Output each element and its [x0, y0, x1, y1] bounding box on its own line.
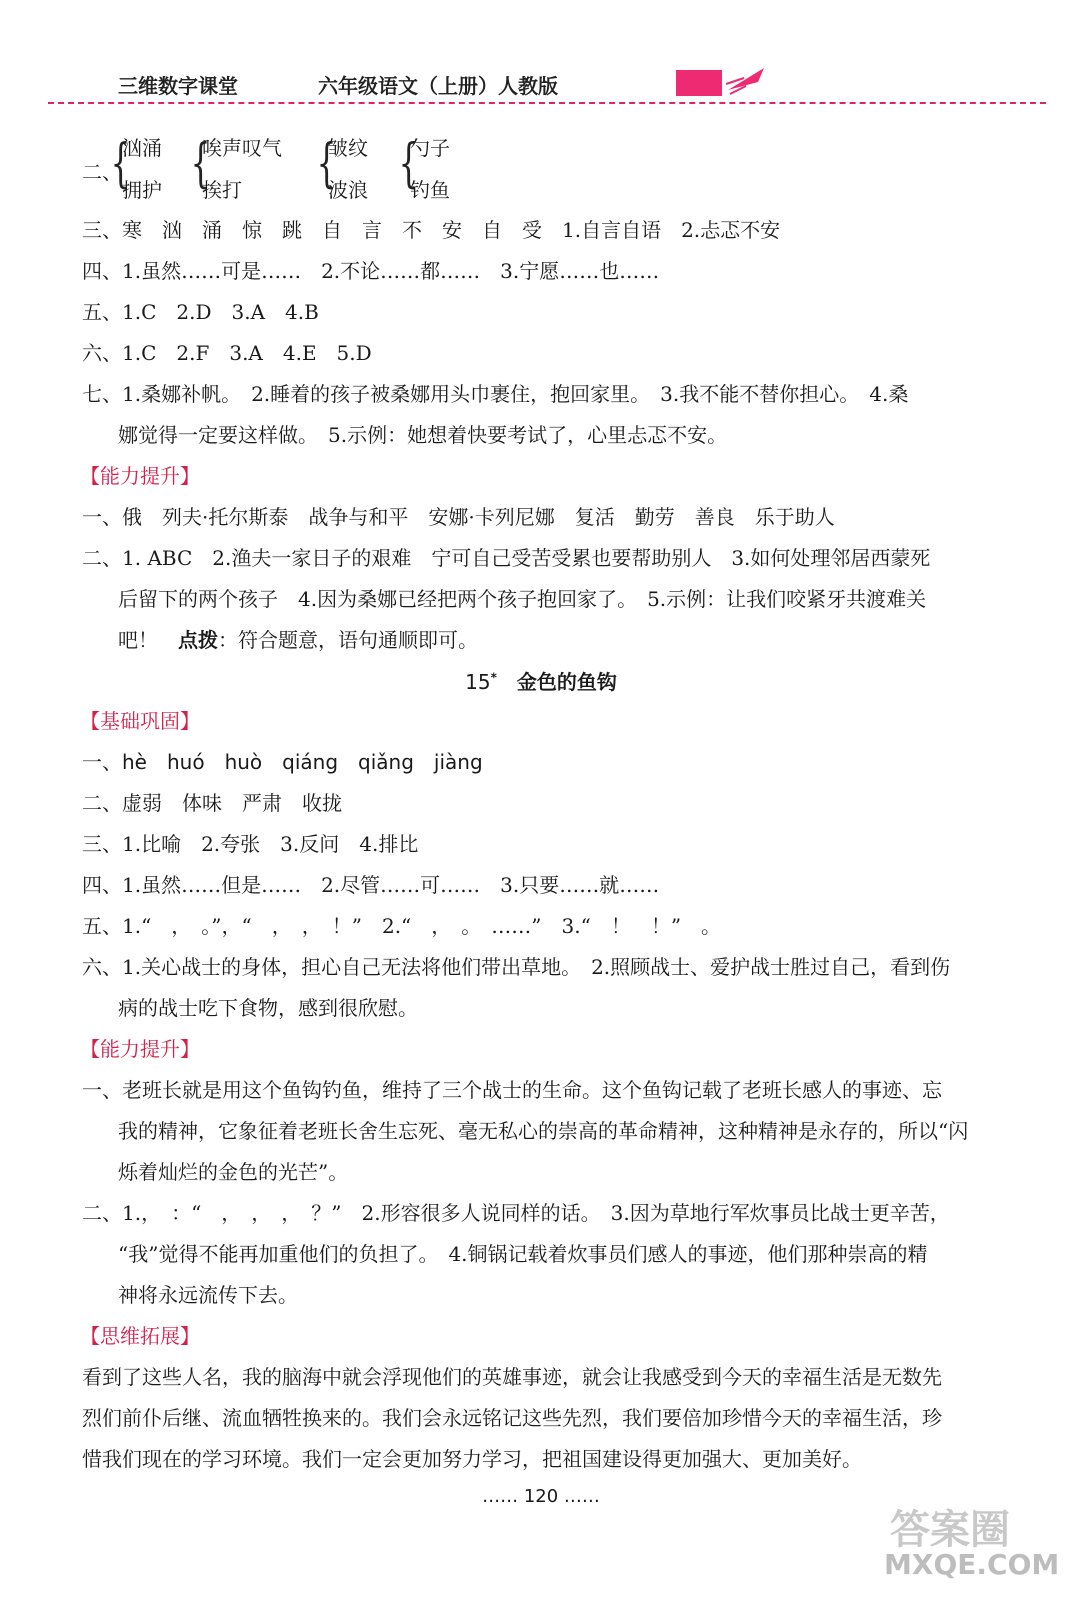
q2-word: 皱纹 [328, 136, 368, 160]
answer-line: 四、1.虽然……可是…… 2.不论……都…… 3.宁愿……也…… [82, 259, 660, 283]
q2-word: 勺子 [410, 136, 450, 160]
lesson-number: 15 [465, 670, 491, 694]
answer-line: 一、hè huó huò qiáng qiǎng jiàng [82, 750, 483, 774]
lesson-title [0, 666, 1082, 695]
brace: { [190, 134, 211, 194]
answer-line: 二、1.， ：“ ， ， ， ？” 2.形容很多人说同样的话。 3.因为草地行军炊事员比战士更辛苦， [82, 1201, 950, 1225]
answer-line: 二、虚弱 体味 严肃 收拢 [82, 791, 342, 815]
answer-line: 五、1.“ ， 。”，“ ， ， ！” 2.“ ， 。 ……” 3.“ ！ ！” 。 [82, 914, 722, 938]
q2-word: 拥护 [122, 178, 162, 202]
answer-line: 六、1.关心战士的身体，担心自己无法将他们带出草地。 2.照顾战士、爱护战士胜过自己，看到伤 [82, 955, 951, 979]
section-heading: 【基础巩固】 [80, 709, 200, 733]
answer-text: ：符合题意，语句通顺即可。 [218, 628, 478, 652]
answer-line: 六、1.C 2.F 3.A 4.E 5.D [82, 341, 372, 365]
q2-word: 汹涌 [122, 136, 162, 160]
q2-label: 二、 [82, 160, 122, 184]
answer-line: 三、寒 汹 涌 惊 跳 自 言 不 安 自 受 1.自言自语 2.忐忑不安 [82, 218, 781, 242]
answer-line: 三、1.比喻 2.夸张 3.反问 4.排比 [82, 832, 419, 856]
watermark-logo: 答案圈 [890, 1507, 1010, 1553]
page-number: …… 120 …… [482, 1486, 600, 1507]
header-decor-box [676, 70, 722, 96]
q2-word: 波浪 [328, 178, 368, 202]
answer-line: 看到了这些人名，我的脑海中就会浮现他们的英雄事迹，就会让我感受到今天的幸福生活是无数先 [82, 1365, 942, 1389]
answer-line: 四、1.虽然……但是…… 2.尽管……可…… 3.只要……就…… [82, 873, 660, 897]
section-heading: 【思维拓展】 [80, 1324, 200, 1348]
answer-line [118, 626, 478, 654]
header-book-title: 六年级语文（上册）人教版 [318, 74, 558, 98]
header-divider [48, 102, 1046, 104]
answer-line: 一、老班长就是用这个鱼钩钓鱼，维持了三个战士的生命。这个鱼钩记载了老班长感人的事迹、忘 [82, 1078, 942, 1102]
answer-line: 娜觉得一定要这样做。 5.示例：她想着快要考试了，心里忐忑不安。 [118, 423, 728, 447]
lesson-star: * [490, 670, 497, 685]
answer-line: 七、1.桑娜补帆。 2.睡着的孩子被桑娜用头巾裹住，抱回家里。 3.我不能不替你担心。 4.桑 [82, 382, 909, 406]
hint-label: 点拨 [178, 628, 218, 652]
brace: { [316, 134, 337, 194]
answer-line: 烁着灿烂的金色的光芒”。 [118, 1160, 349, 1184]
watermark-url: MXQE.COM [884, 1548, 1060, 1581]
answer-line: 烈们前仆后继、流血牺牲换来的。我们会永远铭记这些先烈，我们要倍加珍惜今天的幸福生活，珍 [82, 1406, 942, 1430]
answer-line: 神将永远流传下去。 [118, 1283, 298, 1307]
q2-word: 挨打 [202, 178, 242, 202]
answer-text: 吧！ [118, 628, 178, 652]
answer-line: 病的战士吃下食物，感到很欣慰。 [118, 996, 418, 1020]
lesson-name: 金色的鱼钩 [516, 670, 617, 694]
q2-word: 唉声叹气 [202, 136, 282, 160]
answer-line: 五、1.C 2.D 3.A 4.B [82, 300, 319, 324]
answer-line: 我的精神，它象征着老班长舍生忘死、毫无私心的崇高的革命精神，这种精神是永存的，所以“闪 [118, 1119, 969, 1143]
answer-line: 后留下的两个孩子 4.因为桑娜已经把两个孩子抱回家了。 5.示例：让我们咬紧牙共渡难关 [118, 587, 927, 611]
q2-word: 钓鱼 [410, 178, 450, 202]
brace: { [398, 134, 419, 194]
answer-line: “我”觉得不能再加重他们的负担了。 4.铜锅记载着炊事员们感人的事迹，他们那种崇高的精 [118, 1242, 928, 1266]
brace: { [110, 134, 131, 194]
section-heading: 【能力提升】 [80, 464, 200, 488]
section-heading: 【能力提升】 [80, 1037, 200, 1061]
answer-line: 二、1. ABC 2.渔夫一家日子的艰难 宁可自己受苦受累也要帮助别人 3.如何处理邻居西蒙死 [82, 546, 931, 570]
answer-line: 一、俄 列夫·托尔斯泰 战争与和平 安娜·卡列尼娜 复活 勤劳 善良 乐于助人 [82, 505, 835, 529]
header-brand: 三维数字课堂 [118, 74, 238, 98]
answer-line: 惜我们现在的学习环境。我们一定会更加努力学习，把祖国建设得更加强大、更加美好。 [82, 1447, 862, 1471]
rocket-icon [724, 62, 774, 96]
